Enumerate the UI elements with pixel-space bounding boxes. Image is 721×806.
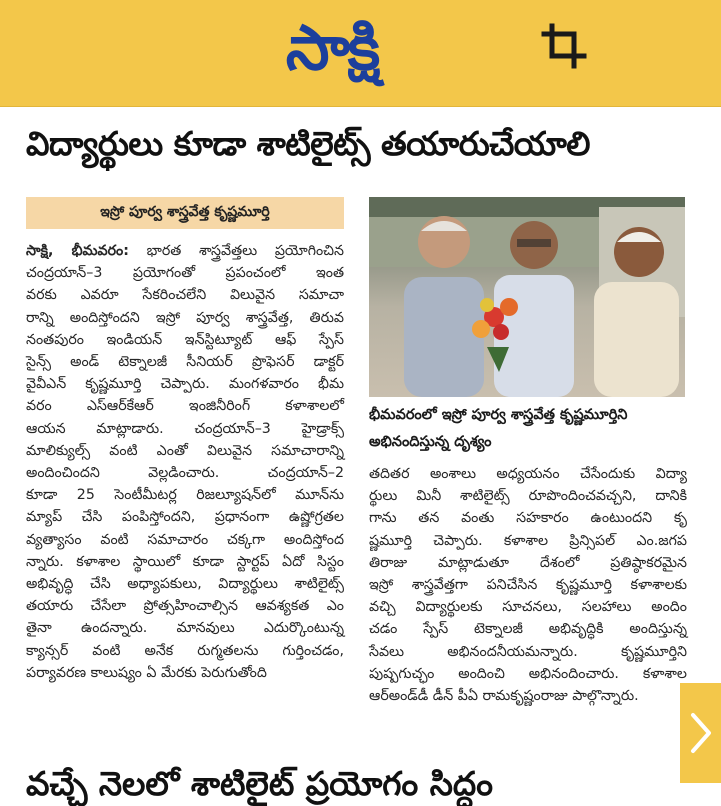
body-line: క్యాన్సర్‌ వంటి అనేక రుగ్మతలను గుర్తించడం, bbox=[26, 642, 344, 659]
body-line: తదితర అంశాలు అధ్యయనం చేసేందుకు విద్యా bbox=[369, 466, 687, 482]
body-line: తిరాజు మాట్లాడుతూ దేశంలో ప్రతిష్ఠాకరమైన bbox=[369, 554, 687, 571]
article-photo bbox=[369, 197, 685, 397]
article-body-right bbox=[369, 463, 687, 707]
crop-icon bbox=[538, 20, 590, 72]
sakshi-logo: సాక్షి bbox=[285, 11, 379, 84]
next-article-headline: వచ్చే నెలలో శాటిలైట్ ప్రయోగం సిద్ధం bbox=[26, 764, 493, 803]
body-line: పర్యావరణ కాలుష్యం ఏ మేరకు పెరుగుతోంది bbox=[26, 664, 267, 681]
body-line: సైన్స్‌ అండ్‌ టెక్నాలజీ సీనియర్‌ ప్రొఫెసర్‌ డాక్టర్‌ bbox=[26, 354, 344, 371]
photo-illustration bbox=[369, 197, 685, 397]
body-line: ఆర్‌అండ్‌డీ డీన్‌ పీఏ రామకృష్ణంరాజు పాల్గొన్నారు. bbox=[369, 688, 639, 705]
dateline: సాక్షి, భీమవరం: bbox=[26, 243, 129, 259]
photo-caption bbox=[369, 402, 687, 456]
body-line: వ్యత్యాసం వంటి సమాచారం చక్కగా అందిస్తోంద bbox=[26, 531, 344, 548]
body-line: వైవీఎన్‌ కృష్ణమూర్తి చెప్పారు. మంగళవారం భీమ bbox=[26, 376, 344, 393]
crop-button[interactable] bbox=[532, 14, 596, 78]
body-line: ష్ణమూర్తి చెప్పారు. కళాశాల ప్రిన్సిపల్‌ ఎం.జగప bbox=[369, 532, 687, 549]
body-line: అభివృద్ధి చేసి అధ్యాపకులు, విద్యార్థులు శాటిలైట్స్‌ bbox=[26, 576, 344, 593]
body-line: న్నారు. కళాశాల స్థాయిలో కూడా స్టార్టప్‌ ఏదో సిస్టం bbox=[26, 553, 344, 570]
body-line: వరకు ఎవరూ సేకరించలేని విలువైన సమాచా bbox=[26, 287, 344, 304]
body-line: ఆయన మాట్లాడారు. చంద్రయాన్‌–3 హైడ్రాక్స్‌ bbox=[26, 420, 344, 437]
body-line: వచ్చి విద్యార్థులకు సూచనలు, సలహాలు అందిం bbox=[369, 599, 687, 616]
body-line: ఇస్రో శాస్త్రవేత్తగా పనిచేసిన కృష్ణమూర్తి కళాశాలకు bbox=[369, 577, 687, 594]
byline: ఇస్రో పూర్వ శాస్త్రవేత్త కృష్ణమూర్తి bbox=[26, 197, 344, 229]
caption-line: భీమవరంలో ఇస్రో పూర్వ శాస్త్రవేత్త కృష్ణమూర్తిని bbox=[369, 407, 628, 423]
body-line: నంతపురం ఇండియన్‌ ఇన్‌స్టిట్యూట్‌ ఆఫ్‌ స్పేస్‌ bbox=[26, 331, 344, 348]
body-line: అందించిందని వెల్లడించారు. చంద్రయాన్‌–2 bbox=[26, 465, 344, 482]
body-line: వరం ఎస్‌ఆర్‌కేఆర్‌ ఇంజినీరింగ్‌ కళాశాలలో bbox=[26, 398, 344, 415]
masthead bbox=[0, 0, 721, 107]
body-line: చంద్రయాన్‌–3 ప్రయోగంతో ప్రపంచంలో ఇంత bbox=[26, 265, 344, 282]
body-line: మ్యాప్‌ చేసి పంపిస్తోందని, ప్రధానంగా ఉష్ణోగ్రతల bbox=[26, 509, 344, 526]
body-line: సాక్షి, భీమవరం: భారత శాస్త్రవేత్తలు ప్రయోగించిన bbox=[26, 243, 344, 259]
next-page-button[interactable] bbox=[680, 683, 721, 783]
article-headline: విద్యార్థులు కూడా శాటిలైట్స్ తయారుచేయాలి bbox=[26, 124, 590, 163]
chevron-right-icon bbox=[689, 711, 713, 755]
body-line: మాలిక్యుల్స్‌ వంటి ఎంతో విలువైన సమాచారాన్ని bbox=[26, 442, 344, 459]
body-line: గాను తన వంతు సహకారం ఉంటుందని కృ bbox=[369, 510, 687, 527]
body-line: సేవలు అభినందనీయమన్నారు. కృష్ణమూర్తిని bbox=[369, 643, 687, 660]
body-line: రాన్ని అందిస్తోందని ఇస్రో పూర్వ శాస్త్రవేత్త, తిరువ bbox=[26, 309, 344, 326]
body-line: ర్థులు మినీ శాటిలైట్స్‌ రూపొందించవచ్చని, దానికి bbox=[369, 488, 687, 505]
caption-line: అభినందిస్తున్న దృశ్యం bbox=[369, 434, 492, 450]
body-line: తైనా ఉందన్నారు. మానవులు ఎదుర్కొంటున్న bbox=[26, 620, 344, 637]
body-line: పుష్పగుచ్ఛం అందించి అభినందించారు. కళాశాల bbox=[369, 665, 687, 682]
body-line: తయారు చేసేలా ప్రోత్సహించాల్సిన ఆవశ్యకత ఎం bbox=[26, 598, 344, 615]
body-line: కూడా 25 సెంటీమీటర్ల రిజల్యూషన్‌లో మూన్‌ను bbox=[26, 487, 344, 504]
body-line: చడం స్పేస్‌ టెక్నాలజీ అభివృద్ధికి అందిస్తున్న bbox=[369, 621, 687, 638]
article-body-left bbox=[26, 240, 344, 684]
